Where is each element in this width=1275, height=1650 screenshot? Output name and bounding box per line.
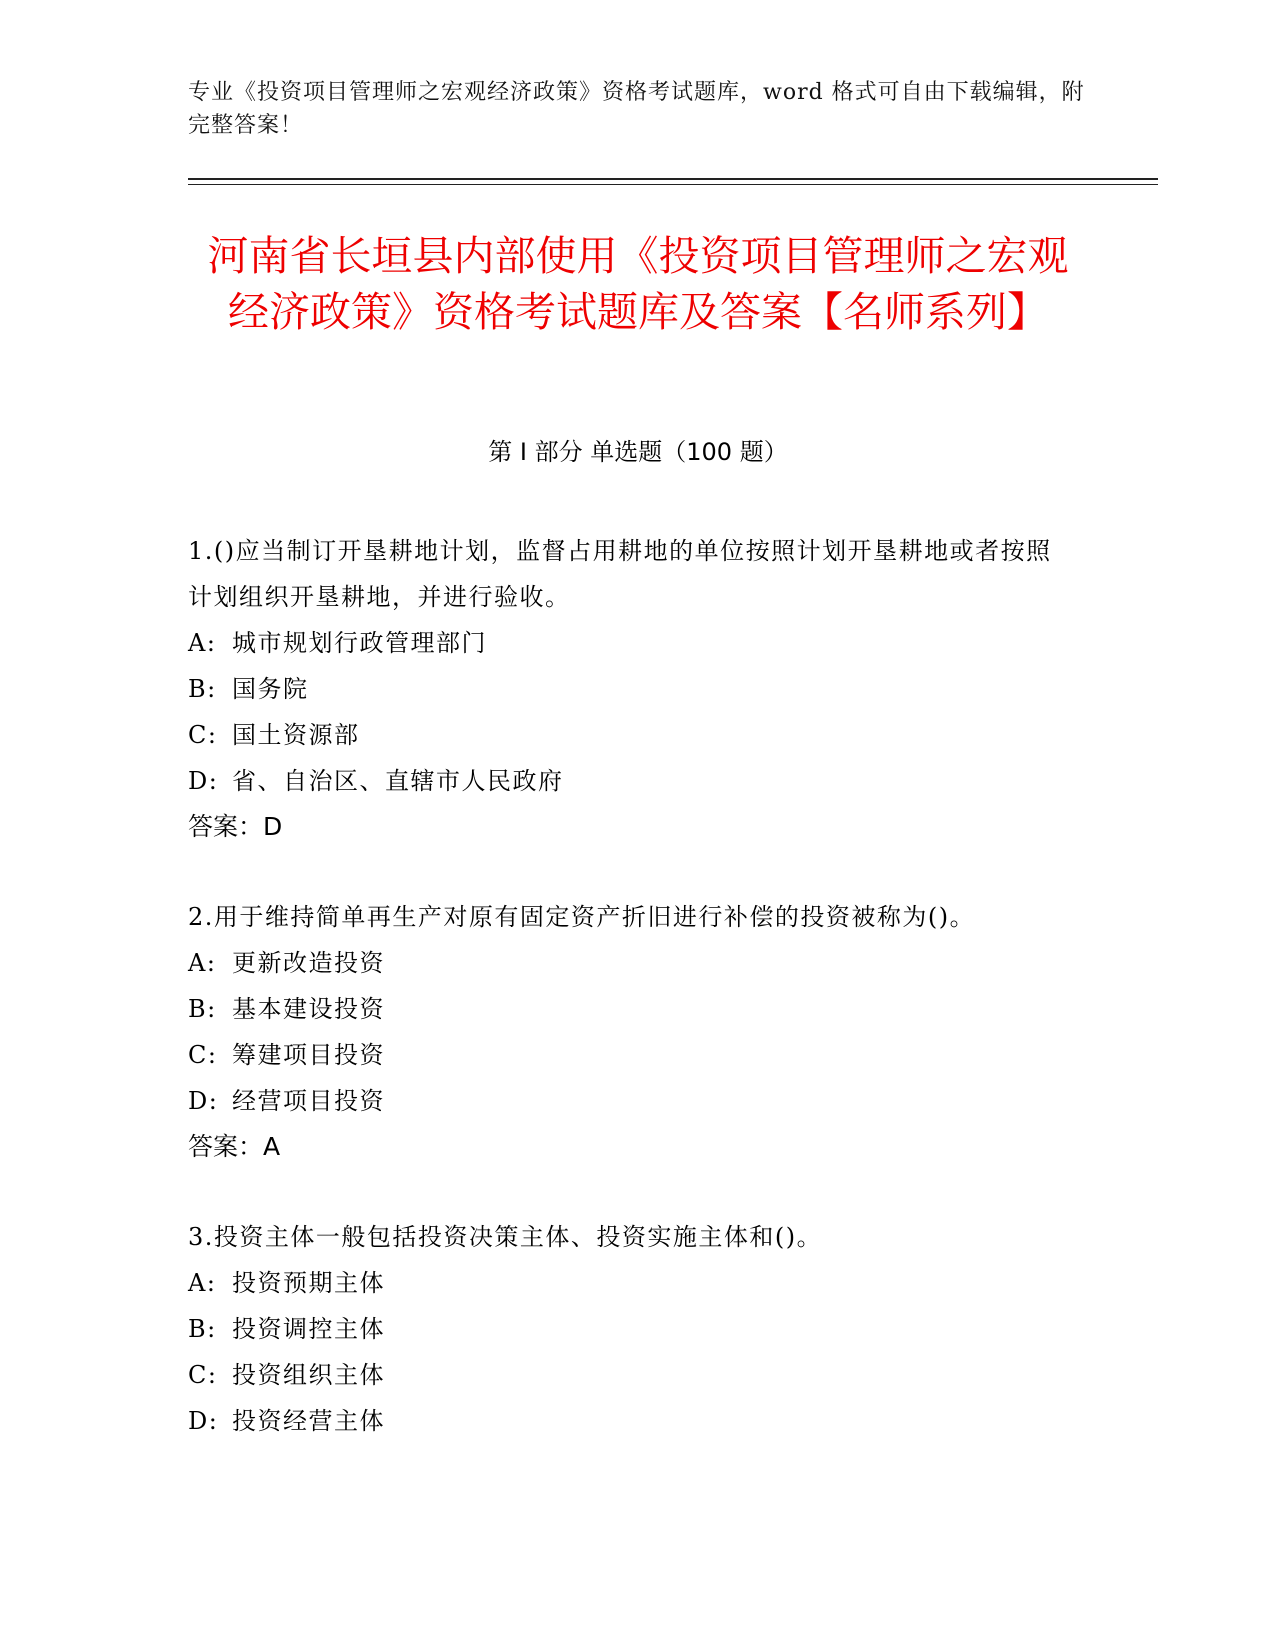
option-text: 国务院	[232, 675, 309, 703]
option-row	[188, 712, 1068, 758]
option-row	[188, 758, 1068, 804]
option-key: A:	[188, 629, 217, 657]
option-text: 更新改造投资	[232, 949, 385, 977]
header-divider-thin	[188, 184, 1158, 185]
option-text: 经营项目投资	[232, 1087, 385, 1115]
option-key: D:	[188, 767, 219, 795]
option-key: C:	[188, 1041, 218, 1069]
question-item	[188, 1214, 1068, 1444]
option-key: A:	[188, 1269, 217, 1297]
option-row	[188, 940, 1068, 986]
option-text: 省、自治区、直辖市人民政府	[232, 767, 564, 795]
document-header-note: 专业《投资项目管理师之宏观经济政策》资格考试题库，word 格式可自由下载编辑，附完整答案！	[188, 80, 1085, 138]
option-key: B:	[188, 1315, 217, 1343]
option-text: 国土资源部	[232, 721, 360, 749]
question-list	[188, 528, 1068, 1488]
option-row	[188, 666, 1068, 712]
header-divider-thick	[188, 178, 1158, 180]
option-key: D:	[188, 1087, 219, 1115]
option-row	[188, 1078, 1068, 1124]
option-text: 城市规划行政管理部门	[232, 629, 487, 657]
option-key: B:	[188, 675, 217, 703]
option-text: 筹建项目投资	[232, 1041, 385, 1069]
option-text: 基本建设投资	[232, 995, 385, 1023]
option-key: D:	[188, 1407, 219, 1435]
option-text: 投资经营主体	[232, 1407, 385, 1435]
option-row	[188, 1398, 1068, 1444]
option-row	[188, 1032, 1068, 1078]
option-text: 投资预期主体	[232, 1269, 385, 1297]
section-heading: 第 I 部分 单选题（100 题）	[488, 438, 788, 466]
question-stem: 1.()应当制订开垦耕地计划，监督占用耕地的单位按照计划开垦耕地或者按照计划组织开垦耕地，并进行验收。	[188, 537, 1052, 611]
option-row	[188, 620, 1068, 666]
question-stem: 3.投资主体一般包括投资决策主体、投资实施主体和()。	[188, 1223, 823, 1251]
option-row	[188, 986, 1068, 1032]
question-item	[188, 528, 1068, 850]
option-row	[188, 1306, 1068, 1352]
answer-line: 答案：D	[188, 812, 283, 841]
question-item	[188, 894, 1068, 1170]
option-text: 投资调控主体	[232, 1315, 385, 1343]
option-key: C:	[188, 721, 218, 749]
option-key: C:	[188, 1361, 218, 1389]
question-stem: 2.用于维持简单再生产对原有固定资产折旧进行补偿的投资被称为()。	[188, 903, 976, 931]
answer-line: 答案：A	[188, 1132, 281, 1161]
option-row	[188, 1352, 1068, 1398]
option-text: 投资组织主体	[232, 1361, 385, 1389]
option-row	[188, 1260, 1068, 1306]
option-key: B:	[188, 995, 217, 1023]
document-title: 河南省长垣县内部使用《投资项目管理师之宏观经济政策》资格考试题库及答案【名师系列】	[207, 232, 1069, 336]
option-key: A:	[188, 949, 217, 977]
